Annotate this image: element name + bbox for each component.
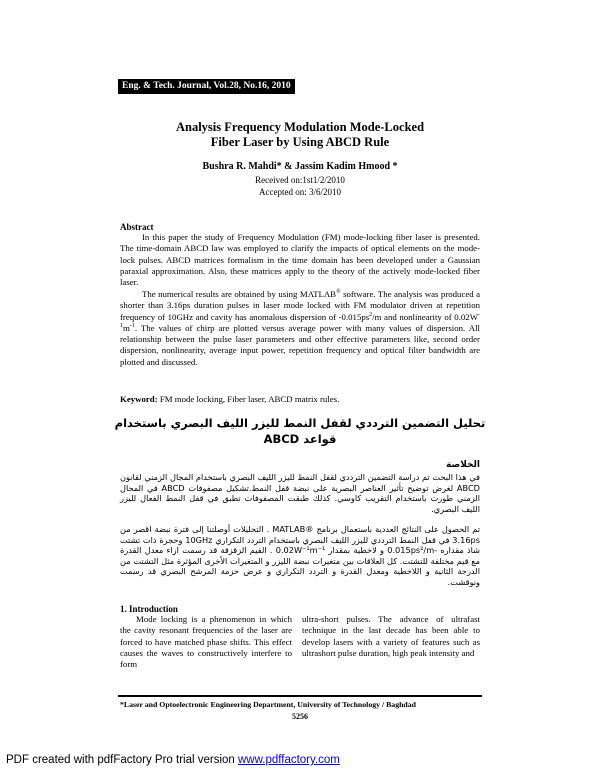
abstract-paragraph-2: [120, 289, 480, 368]
abstract-p2-part-d: m: [123, 322, 130, 333]
superscript-minus-1-a: -1: [120, 311, 480, 329]
superscript-2: 2: [369, 311, 373, 318]
abstract-heading: Abstract: [120, 222, 154, 232]
footer-rule: [118, 695, 482, 697]
introduction-left-column: Mode locking is a phenomenon in which the cavity resonant frequencies of the laser are forced to have matched phase shifts. This effect causes the waves to constructively interfere to form: [120, 614, 292, 670]
introduction-right-column: ultra-short pulses. The advance of ultrafast technique in the last decade has been able to develop lasers with a variety of features such as ultrashort pulse duration, high peak intensity and: [302, 614, 480, 658]
abstract-paragraph-1: In this paper the study of Frequency Modulation (FM) mode-locking fiber laser is presented. The time-domain ABCD law was employed to clarify the impacts of optical elements on the mode-lock pulses. ABCD matrices formalism in the time domain has been developed under a Gaussian paraxial approximation. Also, these matrices apply to the theory of the actively mode-locked fiber laser.: [120, 232, 480, 288]
abstract-p2-part-e: . The values of chirp are plotted versus average power with many values of dispersion. All relationship between the pulse laser parameters and other effective parameters like, second order dispersion, nonlinearity, average input power, repetition frequency and optical filter bandwidth are plotted and discussed.: [120, 322, 480, 367]
arabic-paragraph-1: في هذا البحث تم دراسة التضمين الترددي لقفل النمط لليزر الليف البصري باستخدام المجال الزمني لقانون ABCD لغرض توضيح تأثير العناصر البصرية على نبضة قفل النمط.تشكيل مصفوفات ABCD في المجال الزمني طورت باستخدام التقريب كاوسي. كذلك طبقت المصفوفات تطبق في قفل النمط الفعال لليزر الليف البصري.: [120, 472, 480, 514]
arabic-paragraph-2: تم الحصول على النتائج العددية باستعمال برنامج ®MATLAB . التحليلات أوصلتنا إلى فترة نبضة اقصر من 3.16ps في قفل النمط الترددي لليزر الليف البصري باستخدام التردد التكراري 10GHz وحجرة ذات تشتت شاذ مقداره -0.015ps²/m و لاخطية بمقدار 0.02W⁻¹m⁻¹ . القيم الزقزقة قد رسمت ازاء معدل القدرة مع قيم مختلفة للتشتت. كل العلاقات بين متغيرات نبضة الليزر و المتغيرات الأخرى المؤثرة مثل التشتت من الدرجة الثانية و اللاخطية ومعدل القدرة و التردد التكراري و عرض حزمة المرشح البصري قد رسمت ونوقشت.: [120, 524, 480, 587]
paper-title-line-2: Fiber Laser by Using ABCD Rule: [210, 135, 390, 149]
arabic-title-line-2: قواعد ABCD: [263, 432, 337, 446]
author-affiliation: *Laser and Optoelectronic Engineering Department, University of Technology / Baghdad: [120, 700, 416, 709]
paper-title-line-1: Analysis Frequency Modulation Mode-Locked: [175, 120, 425, 134]
keywords-text: FM mode locking, Fiber laser, ABCD matrix rules.: [157, 394, 340, 404]
abstract-p2-part-c: /m and nonlinearity of 0.02W: [372, 311, 478, 322]
paper-authors: Bushra R. Mahdi* & Jassim Kadim Hmood *: [202, 161, 398, 172]
abstract-p2-part-a: The numerical results are obtained by using MATLAB: [142, 289, 337, 299]
accepted-date: Accepted on: 3/6/2010: [259, 187, 341, 197]
page-number: 5256: [292, 712, 308, 721]
received-date: Received on:1st1/2/2010: [255, 175, 345, 185]
paper-title: [80, 120, 520, 150]
keywords: [120, 394, 480, 404]
keywords-label: Keyword:: [120, 394, 158, 404]
arabic-abstract-heading: الخلاصة: [446, 460, 480, 470]
superscript-minus-1-b: -1: [129, 322, 135, 329]
registered-mark: ®: [336, 289, 341, 296]
abstract-p2-part-b: software. The analysis was produced a shorter than 3.16ps duration pulses in laser mode locked with FM modulator driven at repetition frequency of 10GHz and cavity has anomalous dispersion of -0.015ps: [120, 289, 481, 322]
pdf-creator-footer: [6, 754, 596, 766]
journal-banner: Eng. & Tech. Journal, Vol.28, No.16, 2010: [118, 79, 295, 94]
arabic-title-line-1: تحليل التضمين الترددي لقفل النمط لليزر الليف البصري باستخدام: [114, 416, 486, 430]
pdffactory-link[interactable]: www.pdffactory.com: [238, 754, 340, 766]
pdf-footer-text: PDF created with pdfFactory Pro trial version: [6, 754, 238, 766]
introduction-heading: 1. Introduction: [120, 604, 178, 614]
